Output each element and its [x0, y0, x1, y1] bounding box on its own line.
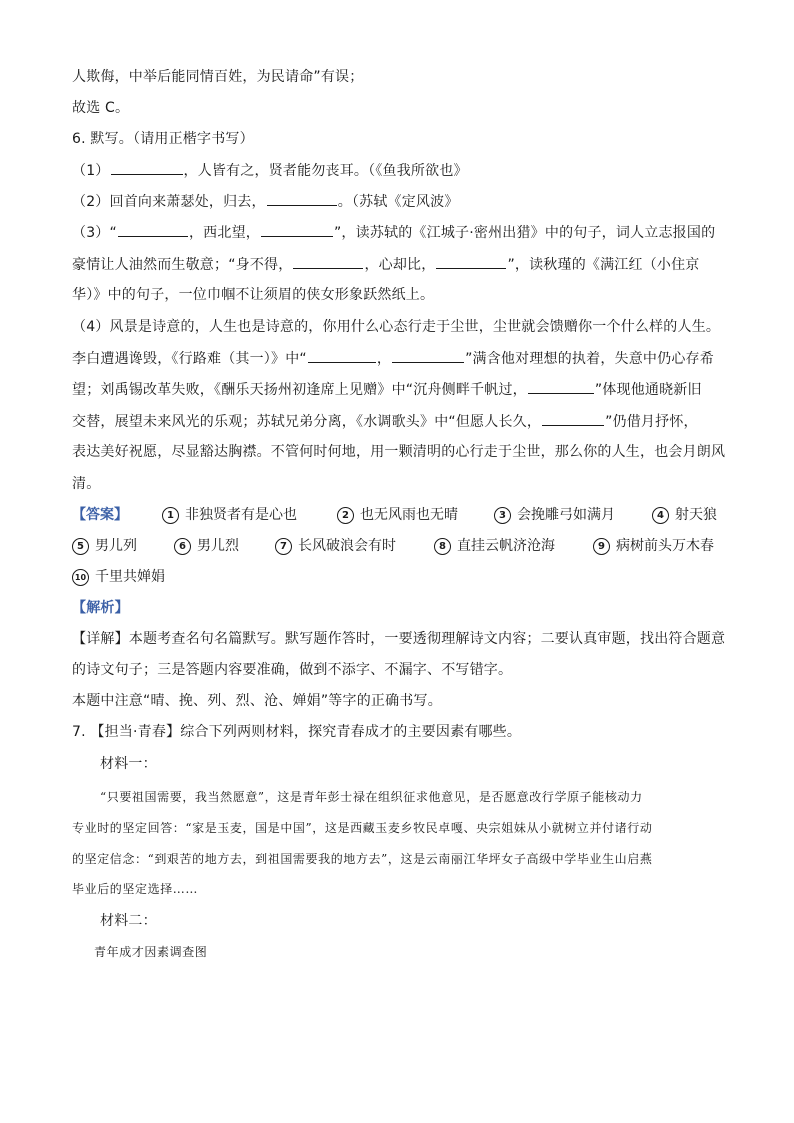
q6-item-3-line-2-mid: ，心却比， — [364, 257, 436, 273]
circled-number-10-icon: 10 — [72, 569, 89, 586]
q6-item-2 — [72, 191, 459, 212]
q6-item-4-line-3-suffix: ”体现他通晓新旧 — [594, 382, 702, 398]
blank-field[interactable] — [436, 254, 506, 269]
q6-item-4-line-4-suffix: ”仍借月抒怀， — [605, 414, 698, 430]
circled-number-5-icon: 5 — [72, 538, 89, 555]
circled-number-3-icon: 3 — [494, 507, 511, 524]
chart-title: 青年成才因素调查图 — [94, 945, 208, 959]
q6-item-3-line-3: 华）》中的句子，一位巾帼不让须眉的侠女形象跃然纸上。 — [72, 287, 435, 303]
answer-item — [72, 567, 165, 587]
answer-text: 长风破浪会有时 — [298, 538, 396, 554]
q6-item-3-mid2: ”，读苏轼的《江城子·密州出猎》中的句子，词人立志报国的 — [333, 225, 716, 241]
q6-item-4-line-4-prefix: 交替，展望未来风光的乐观；苏轼兄弟分离，《水调歌头》中“但愿人长久， — [72, 414, 542, 430]
answer-item — [337, 505, 458, 525]
q6-item-4-line-2 — [72, 348, 714, 369]
answer-item — [275, 536, 396, 556]
answer-item — [593, 536, 714, 556]
material-1-line-4: 毕业后的坚定选择…… — [72, 882, 199, 896]
q6-item-4-line-1: （4）风景是诗意的，人生也是诗意的，你用什么心态行走于尘世，尘世就会馈赠你一个什么样的人生。 — [72, 319, 721, 335]
answer-row-1 — [72, 505, 722, 527]
q7-title — [72, 722, 521, 742]
answer-item — [652, 505, 717, 525]
q6-item-3-prefix: （3）“ — [72, 225, 117, 241]
q6-item-2-prefix: （2）回首向来萧瑟处，归去， — [72, 194, 266, 210]
q5-tail-line-1: 人欺侮，中举后能同情百姓，为民请命”有误； — [72, 69, 364, 85]
circled-number-1-icon: 1 — [162, 507, 179, 524]
answer-text: 男儿烈 — [197, 538, 239, 554]
q6-item-4-line-2-prefix: 李白遭遇谗毁，《行路难（其一）》中“ — [72, 351, 307, 367]
q6-item-3-line-1 — [72, 222, 715, 243]
answer-text: 千里共婵娟 — [95, 569, 165, 585]
q7-number: 7. — [72, 724, 91, 740]
answer-item — [434, 536, 555, 556]
q6-item-1 — [72, 160, 468, 181]
answer-item — [162, 505, 297, 525]
answer-item — [174, 536, 239, 556]
blank-field[interactable] — [542, 411, 604, 426]
material-1-title: 材料一： — [100, 756, 157, 772]
q6-item-3-line-2-suffix: ”，读秋瑾的《满江红（小住京 — [507, 257, 700, 273]
blank-field[interactable] — [528, 379, 594, 394]
circled-number-6-icon: 6 — [174, 538, 191, 555]
circled-number-9-icon: 9 — [593, 538, 610, 555]
q6-item-3-line-2 — [72, 254, 700, 275]
blank-field[interactable] — [267, 191, 337, 206]
answer-label: 【答案】 — [72, 507, 128, 523]
circled-number-7-icon: 7 — [275, 538, 292, 555]
blank-field[interactable] — [118, 222, 188, 237]
blank-field[interactable] — [111, 160, 183, 175]
q6-item-1-suffix: ，人皆有之，贤者能勿丧耳。（《鱼我所欲也》 — [183, 163, 468, 179]
circled-number-8-icon: 8 — [434, 538, 451, 555]
answer-text: 病树前头万木春 — [616, 538, 714, 554]
blank-field[interactable] — [261, 222, 333, 237]
material-2-title: 材料二： — [100, 913, 157, 929]
q6-item-3-line-2-prefix: 豪情让人油然而生敬意；“身不得， — [72, 257, 293, 273]
q6-item-4-line-3 — [72, 379, 702, 400]
q6-item-4-line-5: 表达美好祝愿，尽显豁达胸襟。不管何时何地，用一颗清明的心行走于尘世，那么你的人生，也会月朗风 — [72, 444, 726, 460]
q6-item-4-line-6: 清。 — [72, 476, 101, 492]
q6-item-4-line-2-mid: ， — [376, 351, 392, 367]
circled-number-4-icon: 4 — [652, 507, 669, 524]
answer-text: 非独贤者有是心也 — [185, 507, 297, 523]
analysis-text-1: 本题考查名句名篇默写。默写题作答时，一要透彻理解诗文内容；二要认真审题，找出符合题意 — [128, 631, 726, 647]
material-1-line-1: “只要祖国需要，我当然愿意”，这是青年彭士禄在组织征求他意见，是否愿意改行学原子能核动力 — [100, 790, 643, 804]
answer-text: 射天狼 — [675, 507, 717, 523]
answer-text: 男儿列 — [95, 538, 137, 554]
material-1-line-2: 专业时的坚定回答：“家是玉麦，国是中国”，这是西藏玉麦乡牧民卓嘎、央宗姐妹从小就树立并付诸行动 — [72, 821, 653, 835]
answer-row-3 — [72, 567, 722, 589]
answer-text: 会挽雕弓如满月 — [517, 507, 615, 523]
circled-number-2-icon: 2 — [337, 507, 354, 524]
q6-item-4-line-3-prefix: 望；刘禹锡改革失败，《酬乐天扬州初逢席上见赠》中“沉舟侧畔千帆过， — [72, 382, 527, 398]
blank-field[interactable] — [293, 254, 363, 269]
q6-item-4-line-4 — [72, 411, 698, 432]
q5-tail-line-2: 故选 C。 — [72, 100, 130, 116]
answer-row-2 — [72, 536, 722, 558]
q7-tag: 【担当·青春】 — [90, 724, 181, 740]
analysis-line-3: 本题中注意“晴、挽、列、烈、沧、婵娟”等字的正确书写。 — [72, 693, 442, 709]
blank-field[interactable] — [392, 348, 464, 363]
answer-text: 直挂云帆济沧海 — [457, 538, 555, 554]
answer-item — [494, 505, 615, 525]
analysis-line-1 — [72, 629, 725, 649]
answer-text: 也无风雨也无晴 — [360, 507, 458, 523]
blank-field[interactable] — [308, 348, 376, 363]
q6-title: 6. 默写。（请用正楷字书写） — [72, 131, 254, 147]
q6-item-2-suffix: 。（苏轼《定风波》 — [337, 194, 459, 210]
detail-label: 【详解】 — [72, 631, 129, 647]
analysis-line-2: 的诗文句子；三是答题内容要准确，做到不添字、不漏字、不写错字。 — [72, 662, 513, 678]
q6-item-3-mid1: ，西北望， — [188, 225, 260, 241]
q6-item-4-line-2-suffix: ”满含他对理想的执着，失意中仍心存希 — [465, 351, 714, 367]
q7-text: 综合下列两则材料，探究青春成才的主要因素有哪些。 — [180, 724, 522, 740]
material-1-line-3: 的坚定信念：“到艰苦的地方去，到祖国需要我的地方去”，这是云南丽江华坪女子高级中学毕业生山启燕 — [72, 852, 653, 866]
q6-item-1-prefix: （1） — [72, 163, 110, 179]
analysis-label: 【解析】 — [72, 600, 129, 616]
answer-item — [72, 536, 137, 556]
